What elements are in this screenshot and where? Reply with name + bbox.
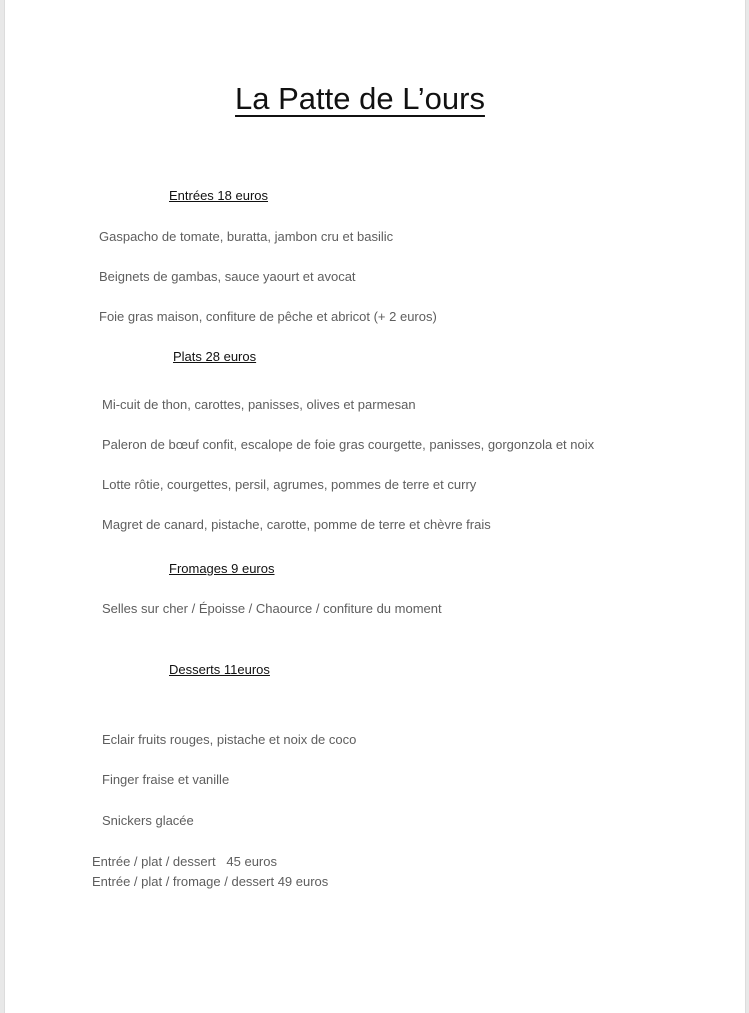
menu-item: Gaspacho de tomate, buratta, jambon cru et basilic [99, 229, 394, 244]
formula-line: Entrée / plat / fromage / dessert 49 euros [92, 874, 329, 889]
menu-item: Foie gras maison, confiture de pêche et abricot (+ 2 euros) [99, 309, 437, 324]
menu-page [4, 0, 746, 1013]
menu-item: Selles sur cher / Époisse / Chaource / confiture du moment [102, 601, 442, 616]
section-heading-entrees: Entrées 18 euros [169, 188, 269, 203]
menu-item: Lotte rôtie, courgettes, persil, agrumes, pommes de terre et curry [102, 477, 477, 492]
menu-item: Mi-cuit de thon, carottes, panisses, olives et parmesan [102, 397, 416, 412]
section-heading-plats: Plats 28 euros [173, 349, 257, 364]
section-heading-desserts: Desserts 11euros [169, 662, 270, 677]
formula-line: Entrée / plat / dessert 45 euros [92, 854, 277, 869]
section-heading-fromages: Fromages 9 euros [169, 561, 275, 576]
menu-item: Finger fraise et vanille [102, 772, 230, 787]
menu-item: Snickers glacée [102, 813, 194, 828]
menu-item: Magret de canard, pistache, carotte, pomme de terre et chèvre frais [102, 517, 491, 532]
menu-title: La Patte de L’ours [235, 81, 485, 116]
menu-item: Beignets de gambas, sauce yaourt et avocat [99, 269, 356, 284]
menu-item: Eclair fruits rouges, pistache et noix de coco [102, 732, 357, 747]
menu-item: Paleron de bœuf confit, escalope de foie gras courgette, panisses, gorgonzola et noix [102, 437, 595, 452]
